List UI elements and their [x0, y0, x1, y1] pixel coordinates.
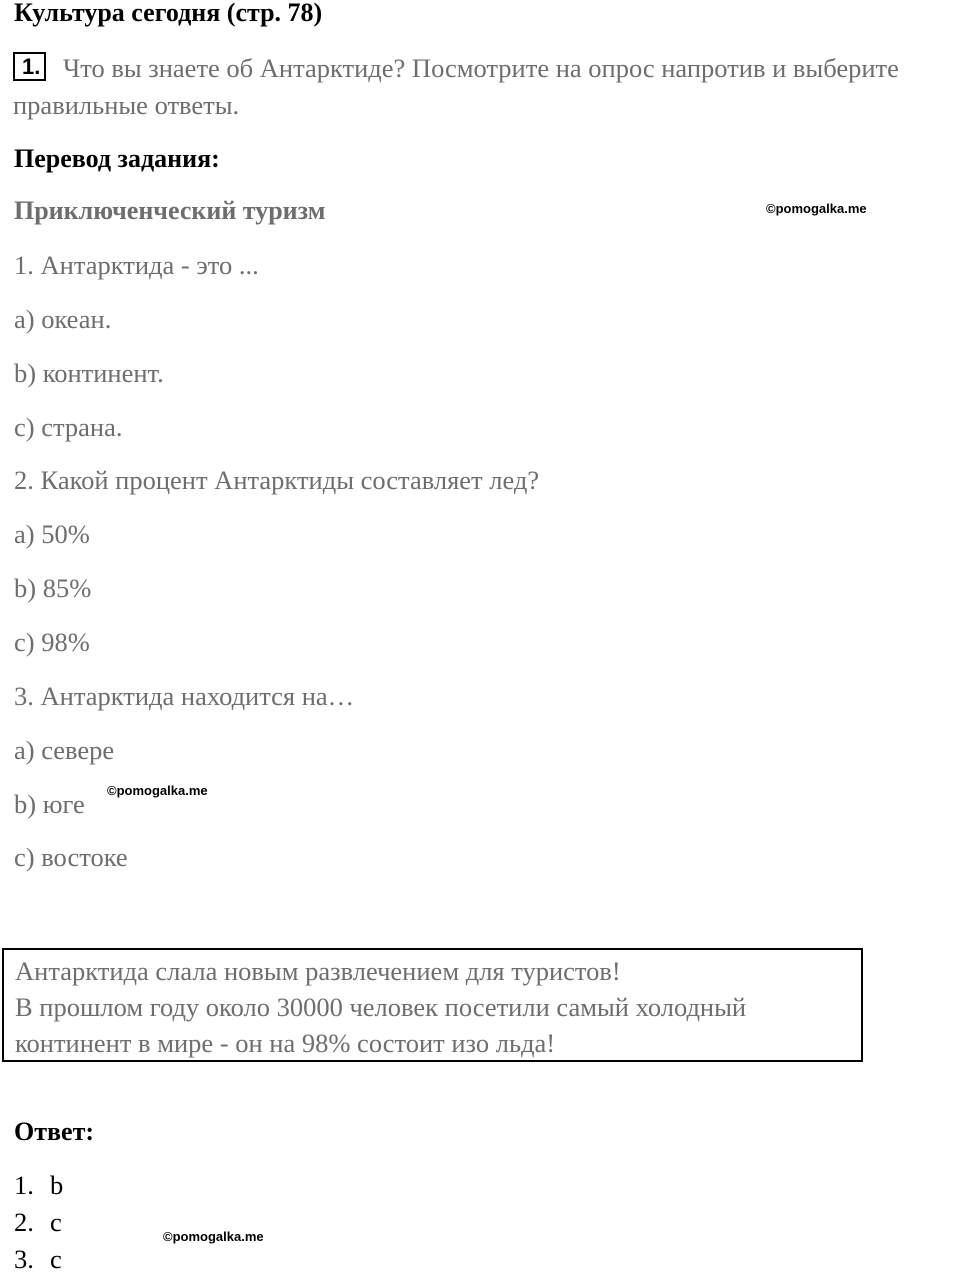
answer-item-number: 1. [14, 1170, 34, 1200]
watermark: ©pomogalka.me [107, 783, 208, 798]
question-3-option-b: b) юге [14, 789, 85, 819]
task-text: Что вы знаете об Антарктиде? Посмотрите на опрос напротив и выберите правильные ответы. [13, 53, 899, 120]
answer-item-number: 2. [14, 1207, 34, 1237]
info-box [2, 948, 863, 1062]
section-title: Приключенческий туризм [14, 196, 326, 225]
answer-item-value: b [50, 1170, 64, 1200]
question-1-option-c: c) страна. [14, 412, 123, 442]
translation-heading: Перевод задания: [14, 144, 220, 173]
answer-item [14, 1170, 63, 1201]
question-2-option-a: a) 50% [14, 519, 90, 549]
question-2-option-b: b) 85% [14, 573, 92, 603]
question-3-option-c: c) востоке [14, 842, 128, 872]
watermark: ©pomogalka.me [163, 1229, 264, 1244]
question-2-option-c: c) 98% [14, 627, 90, 657]
page-title: Культура сегодня (стр. 78) [14, 0, 323, 27]
answer-item-number: 3. [14, 1244, 34, 1274]
answer-item-value: c [50, 1207, 62, 1237]
answer-item-value: c [50, 1244, 62, 1274]
info-line: Антарктида слала новым развлечением для туристов! [15, 956, 621, 986]
watermark: ©pomogalka.me [766, 201, 867, 216]
question-2: 2. Какой процент Антарктиды составляет лед? [14, 465, 540, 495]
question-1-option-b: b) континент. [14, 358, 164, 388]
question-3: 3. Антарктида находится на… [14, 681, 355, 711]
info-line: В прошлом году около 30000 человек посетили самый холодный [15, 992, 747, 1022]
answer-heading: Ответ: [14, 1117, 95, 1146]
question-1-option-a: a) океан. [14, 304, 112, 334]
question-1: 1. Антарктида - это ... [14, 250, 259, 280]
answer-item [14, 1244, 62, 1275]
info-line: континент в мире - он на 98% состоит изо льда! [15, 1028, 556, 1058]
answer-item [14, 1207, 62, 1238]
task-number-badge: 1. [13, 52, 46, 81]
question-3-option-a: a) севере [14, 735, 115, 765]
